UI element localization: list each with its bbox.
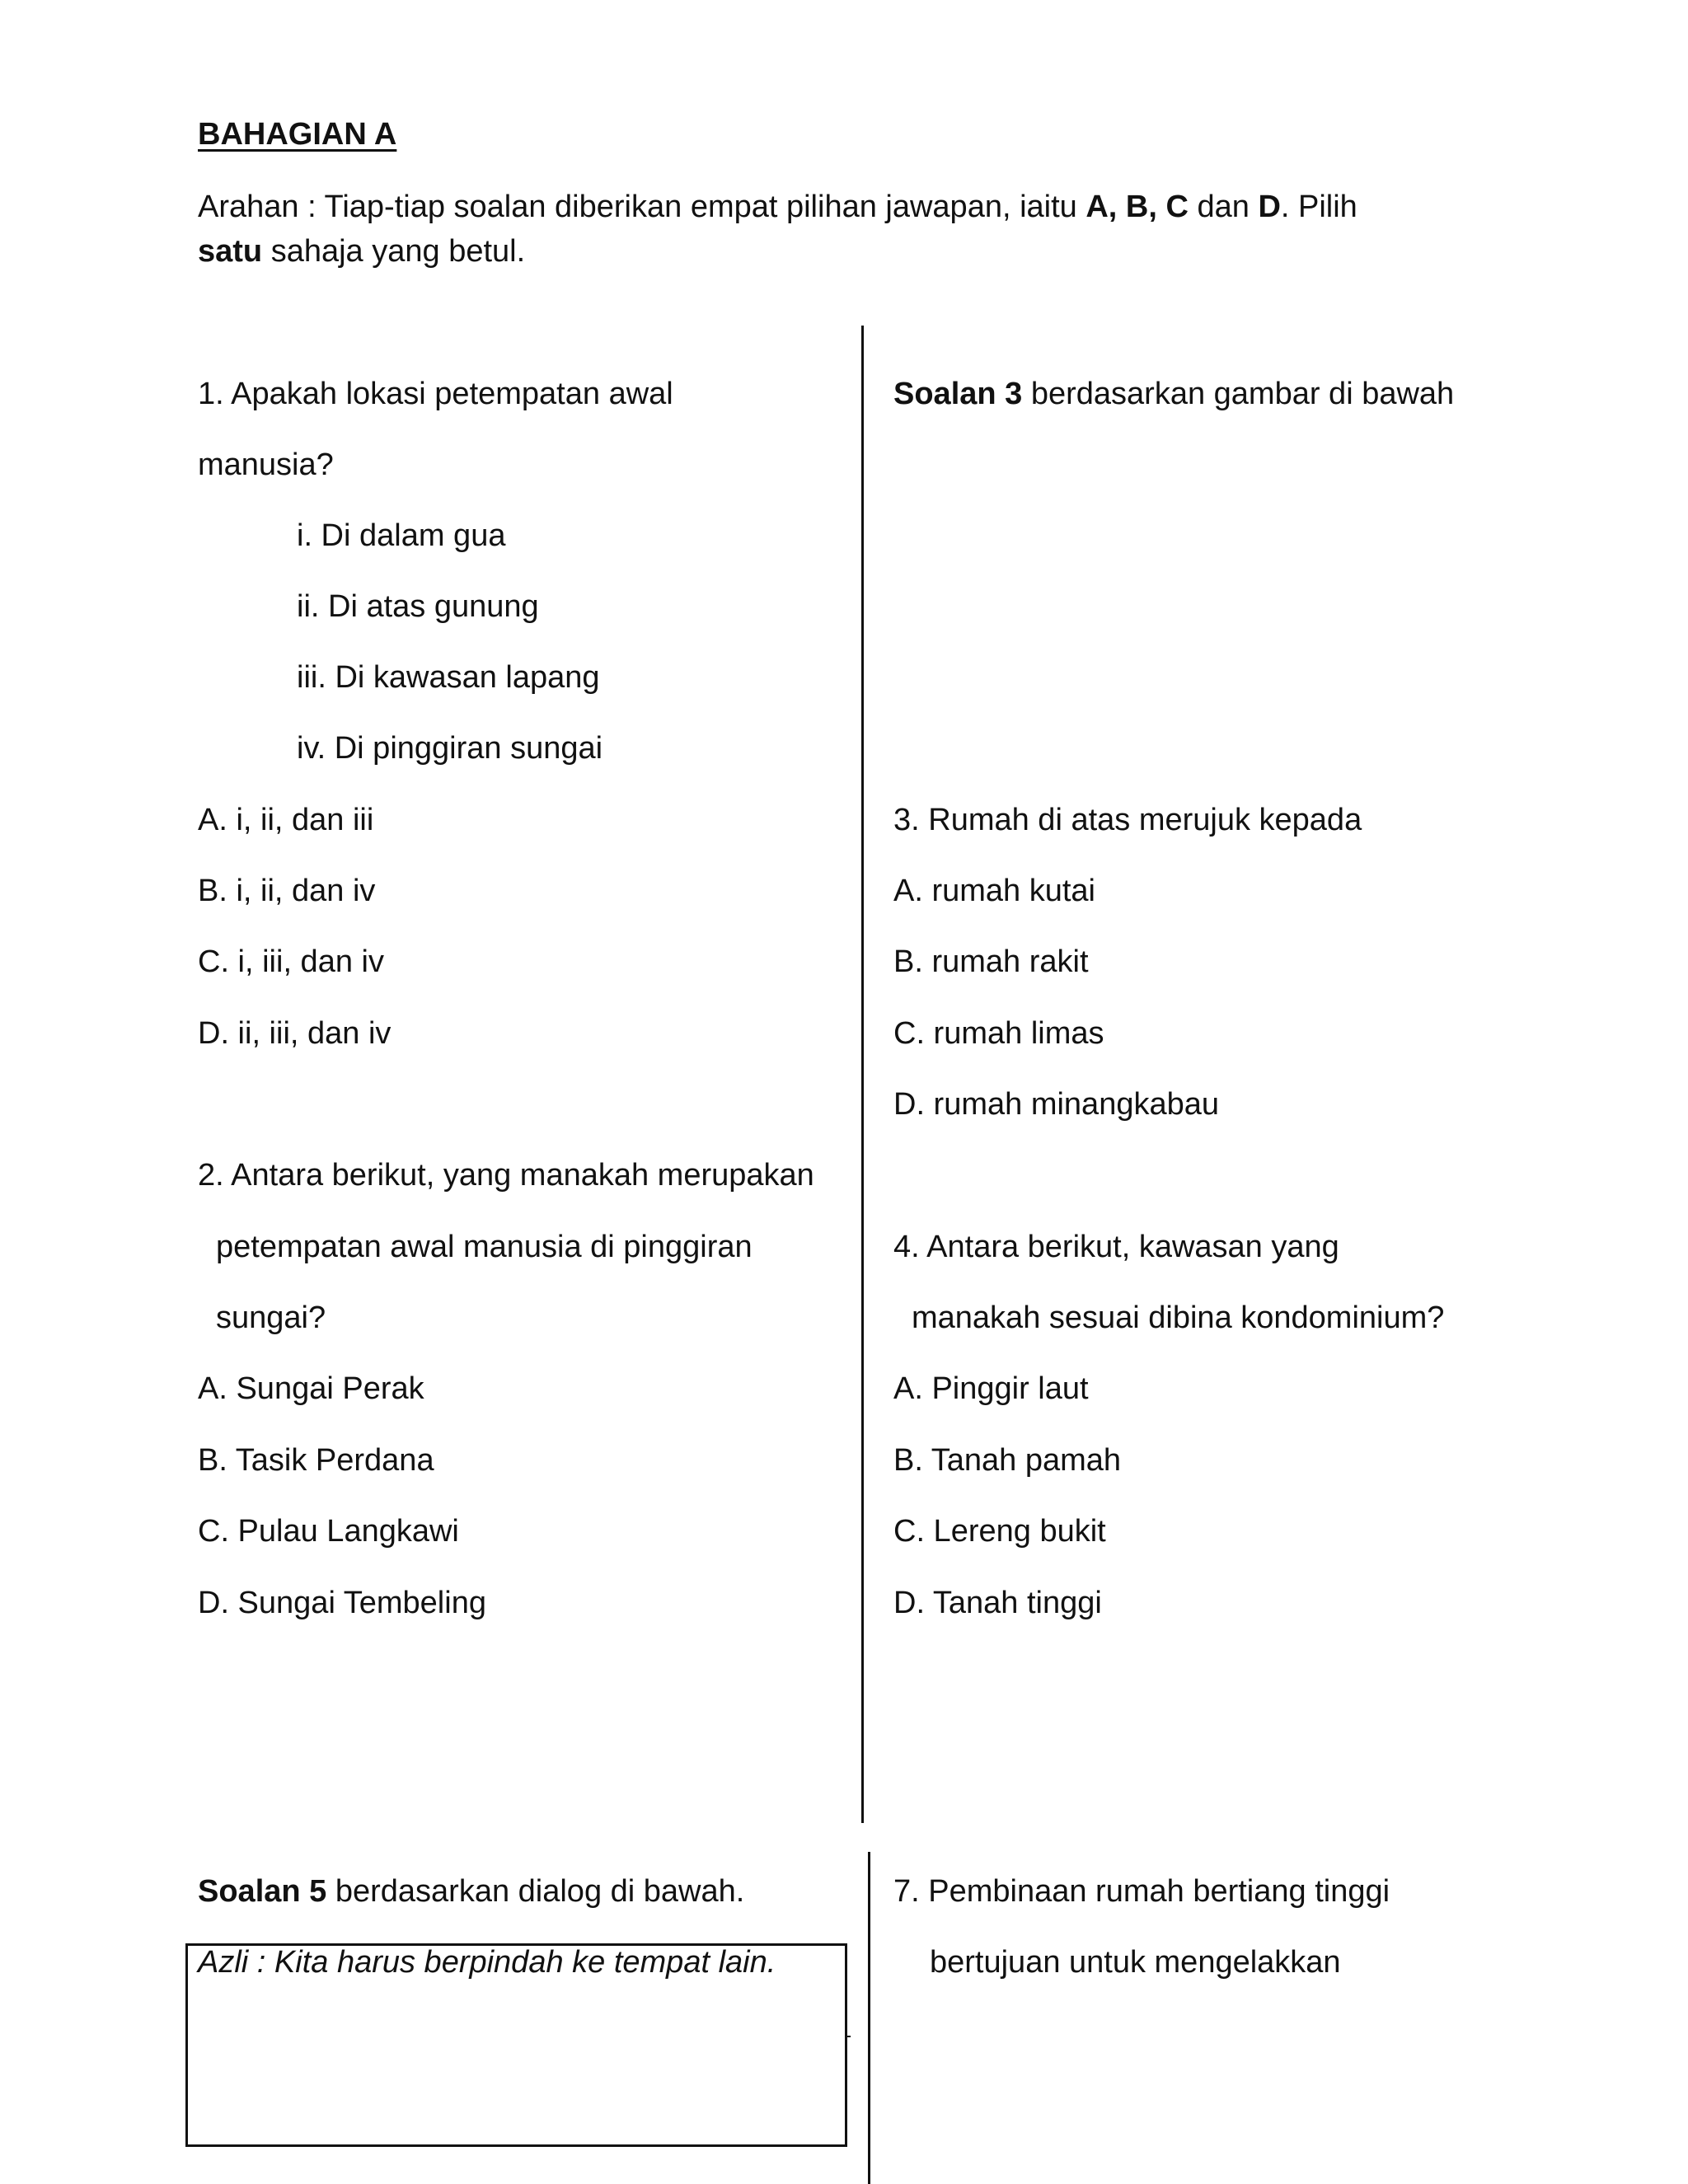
- q1-stem-line-2: manusia?: [198, 448, 334, 482]
- q5-intro-bold: Soalan 5: [198, 1874, 327, 1909]
- section-title: BAHAGIAN A: [198, 117, 397, 152]
- q7-stem-line-2: bertujuan untuk mengelakkan: [930, 1945, 1341, 1980]
- q1-stem-line-1: 1. Apakah lokasi petempatan awal: [198, 377, 673, 411]
- q4-option-c: C. Lereng bukit: [893, 1514, 1106, 1549]
- q5-intro: [198, 1872, 744, 1910]
- q3-option-c: C. rumah limas: [893, 1016, 1104, 1051]
- q3-option-b: B. rumah rakit: [893, 944, 1089, 979]
- q7-stem-line-1: 7. Pembinaan rumah bertiang tinggi: [893, 1874, 1390, 1909]
- q3-option-a: A. rumah kutai: [893, 874, 1095, 908]
- column-divider-top: [861, 326, 864, 1823]
- q2-option-d: D. Sungai Tembeling: [198, 1586, 486, 1620]
- instruction-line2-rest: sahaja yang betul.: [262, 234, 526, 269]
- column-divider-bottom: [868, 1852, 870, 2184]
- q4-stem-line-2: manakah sesuai dibina kondominium?: [912, 1301, 1445, 1335]
- instruction-dan: dan: [1188, 190, 1259, 224]
- instruction-prefix: Arahan : Tiap-tiap soalan diberikan empat pilihan jawapan, iaitu: [198, 190, 1086, 224]
- q2-option-a: A. Sungai Perak: [198, 1371, 424, 1406]
- q1-item-3: iii. Di kawasan lapang: [297, 660, 600, 695]
- q1-item-4: iv. Di pinggiran sungai: [297, 731, 603, 766]
- q2-option-c: C. Pulau Langkawi: [198, 1514, 459, 1549]
- q4-option-b: B. Tanah pamah: [893, 1443, 1122, 1478]
- instruction-options: A, B, C: [1085, 190, 1189, 224]
- q1-option-c: C. i, iii, dan iv: [198, 944, 384, 979]
- instruction-d: D: [1258, 190, 1281, 224]
- q1-item-2: ii. Di atas gunung: [297, 589, 539, 624]
- q1-option-d: D. ii, iii, dan iv: [198, 1016, 392, 1051]
- q1-option-a: A. i, ii, dan iii: [198, 803, 374, 837]
- q2-option-b: B. Tasik Perdana: [198, 1443, 434, 1478]
- instruction-suffix: . Pilih: [1280, 190, 1357, 224]
- q4-stem-line-1: 4. Antara berikut, kawasan yang: [893, 1230, 1339, 1264]
- q1-item-1: i. Di dalam gua: [297, 518, 506, 553]
- q5-intro-rest: berdasarkan dialog di bawah.: [326, 1874, 745, 1909]
- q3-intro-bold: Soalan 3: [893, 377, 1023, 411]
- dialog-line-1: Azli : Kita harus berpindah ke tempat lain.: [198, 1945, 776, 1980]
- instruction-satu: satu: [198, 234, 263, 269]
- q3-intro-rest: berdasarkan gambar di bawah: [1022, 377, 1455, 411]
- instruction-line-2: [198, 232, 525, 270]
- q2-stem-line-1: 2. Antara berikut, yang manakah merupakan: [198, 1158, 814, 1193]
- q1-option-b: B. i, ii, dan iv: [198, 874, 376, 908]
- q3-option-d: D. rumah minangkabau: [893, 1087, 1219, 1122]
- instruction-line-1: [198, 188, 1357, 226]
- q2-stem-line-2: petempatan awal manusia di pinggiran: [216, 1230, 753, 1264]
- q4-option-a: A. Pinggir laut: [893, 1371, 1089, 1406]
- q3-stem: 3. Rumah di atas merujuk kepada: [893, 803, 1362, 837]
- q3-intro: [893, 375, 1454, 413]
- stray-mark: [846, 2036, 851, 2037]
- q4-option-d: D. Tanah tinggi: [893, 1586, 1102, 1620]
- q2-stem-line-3: sungai?: [216, 1301, 326, 1335]
